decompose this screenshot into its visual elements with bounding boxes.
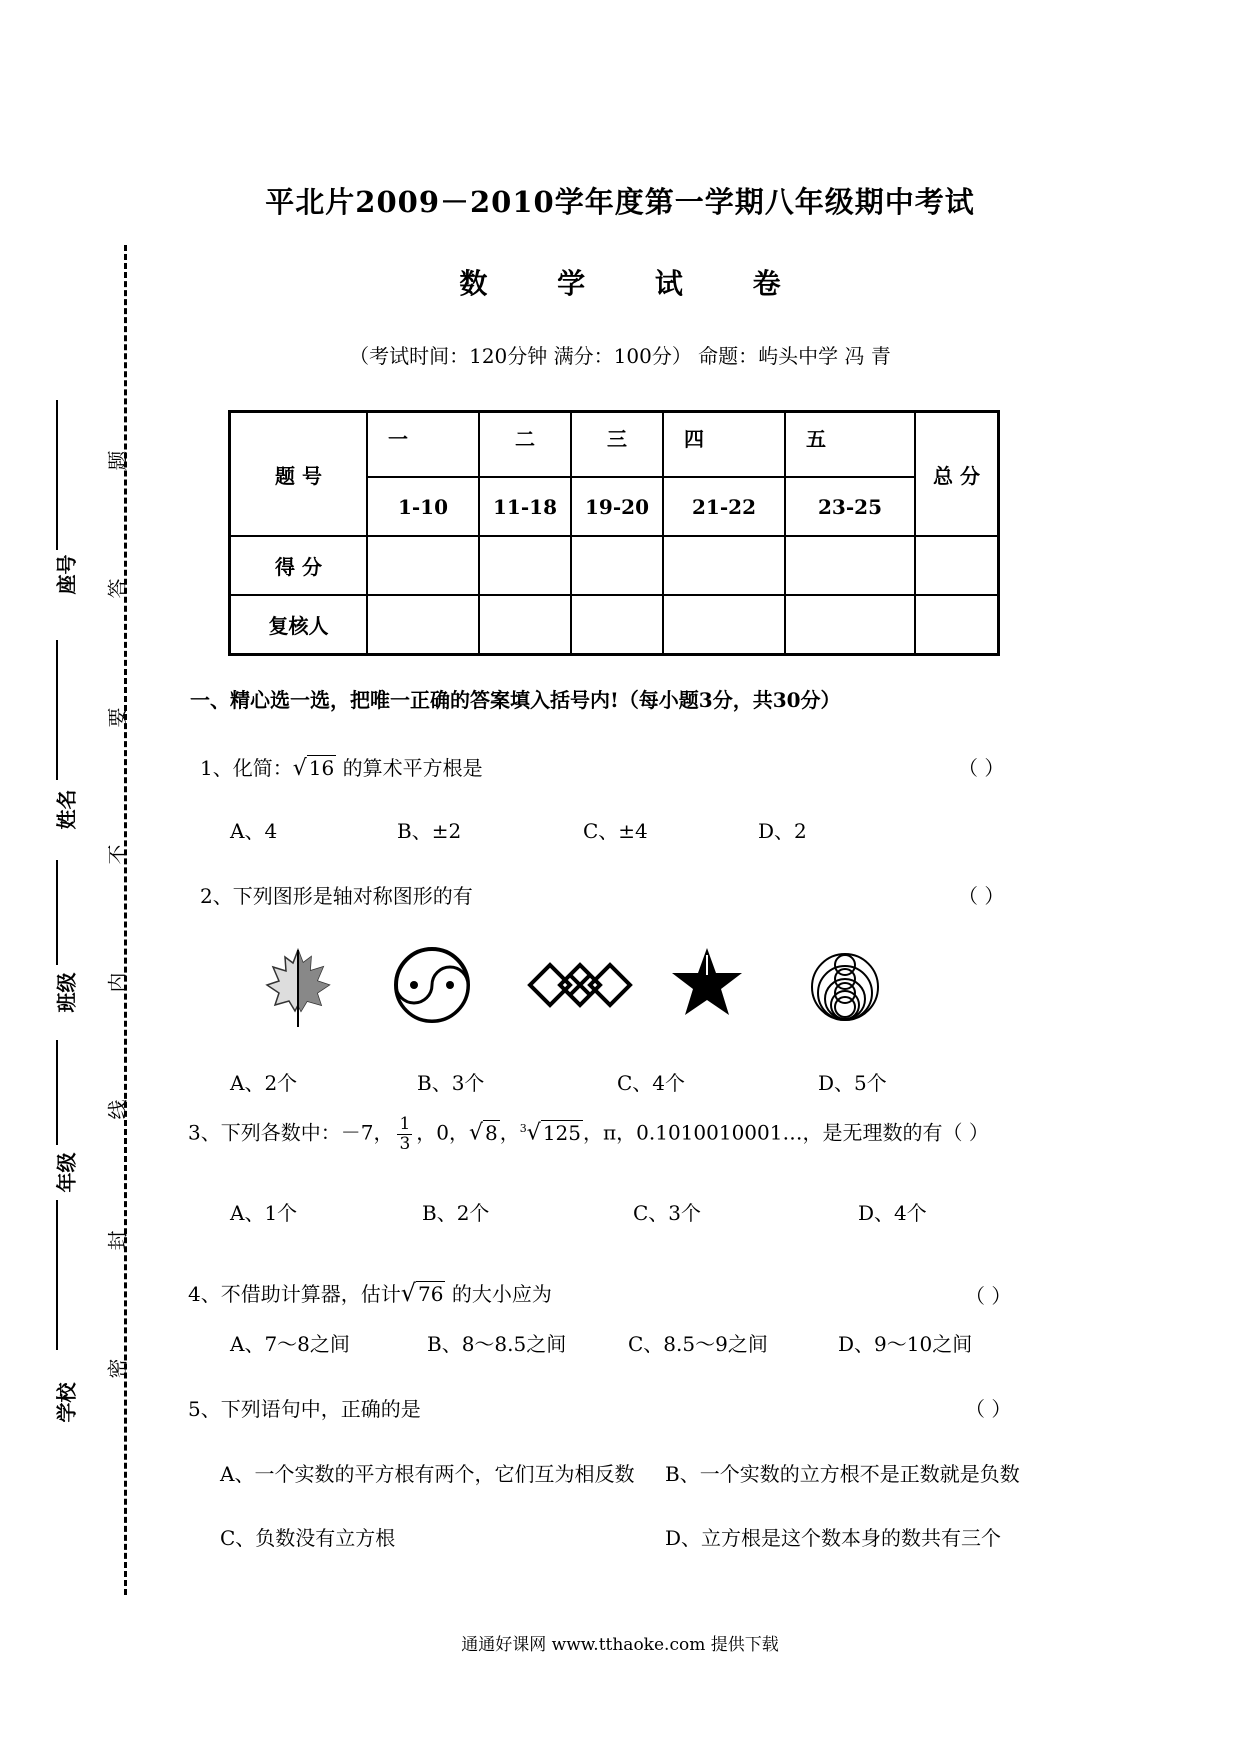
seat-number-label: 座号 <box>54 554 79 595</box>
school-line <box>56 1200 58 1350</box>
footer-credit: 通通好课网 www.tthaoke.com 提供下载 <box>461 1635 779 1655</box>
range-cell: 21-22 <box>663 477 785 536</box>
section-header: 五 <box>785 412 915 478</box>
section-heading: 一、精心选一选，把唯一正确的答案填入括号内!（每小题3分，共30分） <box>190 688 841 712</box>
paper-subtitle: 数 学 试 卷 <box>459 267 811 300</box>
option-d: D、9～10之间 <box>838 1332 973 1356</box>
option-a: A、一个实数的平方根有两个，它们互为相反数 <box>220 1462 635 1486</box>
question-text: 4、不借助计算器，估计 <box>188 1282 401 1306</box>
option-a: A、2个 <box>230 1071 298 1095</box>
binding-char: 不 <box>105 844 130 865</box>
question-4: 4、不借助计算器，估计√ 76 的大小应为 <box>188 1279 552 1307</box>
question-text: 3、下列各数中：－7， <box>188 1120 394 1145</box>
question-text: ，0， <box>416 1120 470 1145</box>
binding-dashed-line <box>124 245 127 1595</box>
range-cell: 1-10 <box>367 477 479 536</box>
binding-char: 答 <box>105 578 130 599</box>
radicand: 76 <box>418 1282 444 1306</box>
reviewer-cell[interactable] <box>915 595 999 654</box>
question-text: 的大小应为 <box>451 1282 552 1306</box>
score-table <box>228 410 1000 656</box>
class-line <box>56 860 58 965</box>
answer-bracket[interactable]: （ ） <box>958 756 1005 780</box>
answer-bracket[interactable]: （ ） <box>965 1284 1012 1308</box>
reviewer-row-label: 复核人 <box>230 595 368 654</box>
reviewer-cell[interactable] <box>479 595 571 654</box>
option-b: B、±2 <box>397 819 462 843</box>
fraction: $\frac{1}{3}$ <box>399 1114 411 1154</box>
question-5: 5、下列语句中，正确的是 <box>188 1397 421 1421</box>
binding-char: 线 <box>105 1099 130 1120</box>
question-2: 2、下列图形是轴对称图形的有 <box>200 884 473 908</box>
option-d: D、立方根是这个数本身的数共有三个 <box>665 1526 1002 1550</box>
reviewer-cell[interactable] <box>663 595 785 654</box>
grade-line <box>56 1040 58 1145</box>
binding-char: 要 <box>105 707 130 728</box>
option-c: C、±4 <box>583 819 648 843</box>
binding-char: 密 <box>105 1358 130 1379</box>
question-1: 1、化简：√ 16 的算术平方根是 <box>200 756 483 781</box>
option-c: C、3个 <box>633 1201 702 1225</box>
range-cell: 11-18 <box>479 477 571 536</box>
score-cell[interactable] <box>785 536 915 595</box>
score-cell[interactable] <box>367 536 479 595</box>
option-c: C、8.5～9之间 <box>628 1332 768 1356</box>
section-header: 三 <box>571 412 663 478</box>
grade-label: 年级 <box>54 1152 79 1193</box>
answer-bracket[interactable]: （ ） <box>958 884 1005 908</box>
option-d: D、2 <box>758 819 807 843</box>
binding-char: 题 <box>105 450 130 471</box>
radicand: 16 <box>308 756 335 780</box>
question-3: 3、下列各数中：－7， $\frac{1}{3}$ ，0，√ 8 ，$^3$√ 125 ，π，0.1010010001…，是无理数的有（ ） <box>188 1114 989 1154</box>
option-b: B、8～8.5之间 <box>427 1332 567 1356</box>
section-header: 二 <box>479 412 571 478</box>
option-c: C、负数没有立方根 <box>220 1526 396 1550</box>
maple-leaf-icon <box>263 945 333 1030</box>
seat-number-line <box>56 400 58 550</box>
option-c: C、4个 <box>617 1071 686 1095</box>
option-b: B、一个实数的立方根不是正数就是负数 <box>665 1462 1020 1486</box>
score-cell[interactable] <box>915 536 999 595</box>
range-cell: 19-20 <box>571 477 663 536</box>
score-cell[interactable] <box>663 536 785 595</box>
binding-char: 封 <box>105 1230 130 1251</box>
question-text: ， <box>499 1120 520 1145</box>
star-icon <box>670 945 745 1020</box>
option-a: A、7～8之间 <box>230 1332 350 1356</box>
score-row-label: 得 分 <box>230 536 368 595</box>
radicand: 8 <box>485 1120 498 1145</box>
option-a: A、1个 <box>230 1201 298 1225</box>
option-b: B、2个 <box>422 1201 490 1225</box>
section-header: 一 <box>367 412 479 478</box>
exam-title: 平北片2009－2010学年度第一学期八年级期中考试 <box>265 185 975 219</box>
figure-row <box>255 945 925 1030</box>
circles-icon <box>808 945 883 1025</box>
option-b: B、3个 <box>417 1071 485 1095</box>
question-text: 的算术平方根是 <box>342 756 483 780</box>
reviewer-cell[interactable] <box>785 595 915 654</box>
answer-bracket[interactable]: （ ） <box>965 1397 1012 1421</box>
range-cell: 23-25 <box>785 477 915 536</box>
question-number-header: 题 号 <box>230 412 368 537</box>
radicand: 125 <box>542 1120 581 1145</box>
exam-info: （考试时间：120分钟 满分：100分） 命题：屿头中学 冯 青 <box>349 344 891 368</box>
school-label: 学校 <box>54 1382 79 1423</box>
total-header: 总 分 <box>915 412 999 537</box>
answer-bracket[interactable]: （ ） <box>942 1120 989 1145</box>
question-text: 1、化简： <box>200 756 293 780</box>
yin-yang-icon <box>392 945 472 1025</box>
name-line <box>56 640 58 780</box>
reviewer-cell[interactable] <box>571 595 663 654</box>
knot-icon <box>525 945 635 1025</box>
option-a: A、4 <box>230 819 278 843</box>
section-header: 四 <box>663 412 785 478</box>
option-d: D、4个 <box>858 1201 927 1225</box>
binding-char: 内 <box>105 972 130 993</box>
score-cell[interactable] <box>479 536 571 595</box>
name-label: 姓名 <box>54 789 79 830</box>
reviewer-cell[interactable] <box>367 595 479 654</box>
question-text: ，π，0.1010010001…，是无理数的有 <box>583 1120 943 1145</box>
class-label: 班级 <box>54 972 79 1013</box>
score-cell[interactable] <box>571 536 663 595</box>
option-d: D、5个 <box>818 1071 887 1095</box>
root-index: 3 <box>519 1122 527 1136</box>
